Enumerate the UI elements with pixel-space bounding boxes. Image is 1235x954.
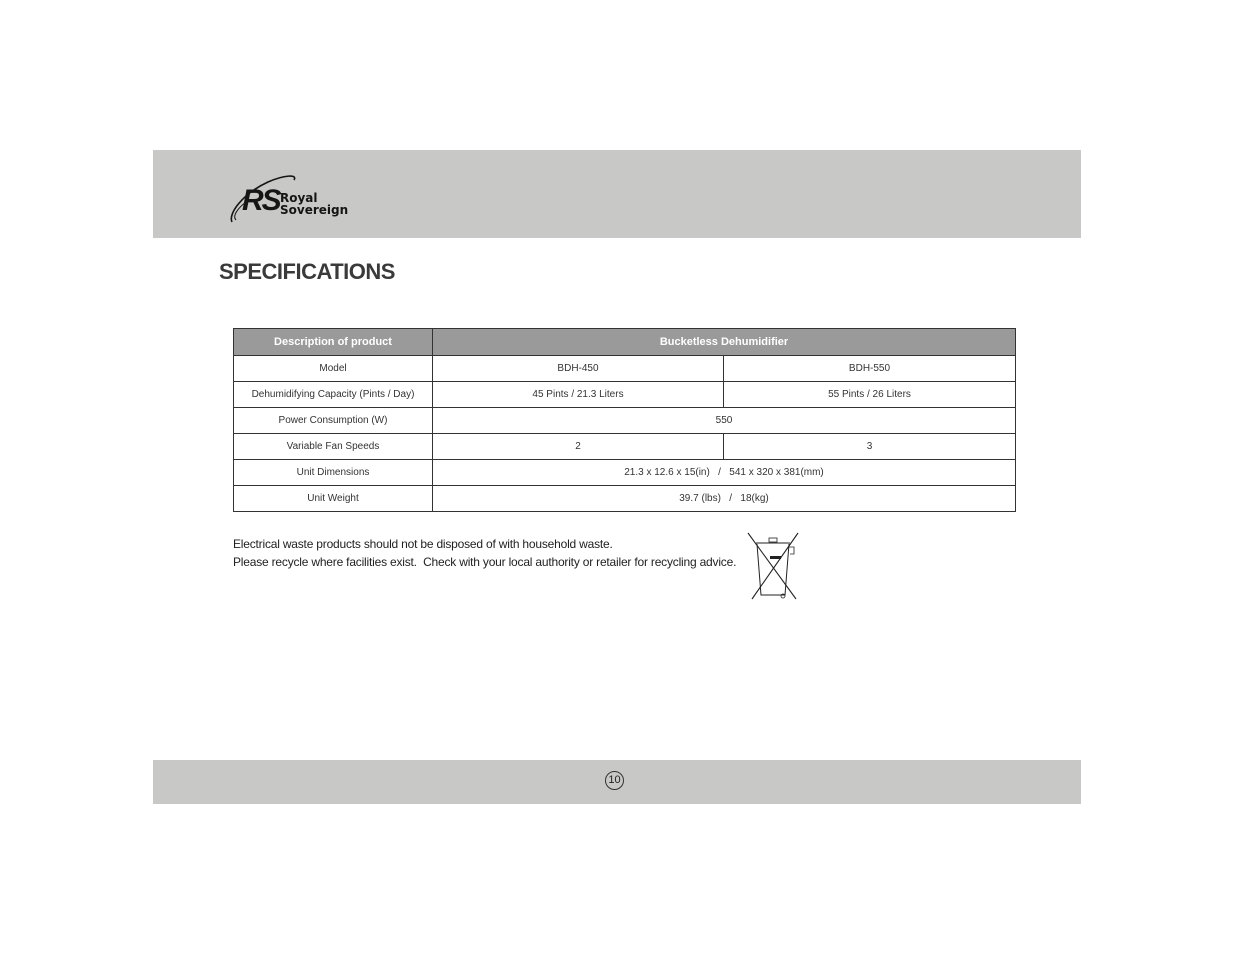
table-row: [234, 460, 1016, 486]
row-label: Power Consumption (W): [234, 408, 433, 434]
row-label: Model: [234, 356, 433, 382]
row-label: Unit Weight: [234, 486, 433, 512]
table-row: [234, 382, 1016, 408]
table-row: [234, 434, 1016, 460]
disposal-note: [233, 535, 736, 571]
logo-word-sovereign: Sovereign: [280, 203, 349, 217]
table-header-label: Description of product: [234, 329, 433, 356]
table-header-row: [234, 329, 1016, 356]
table-row: [234, 356, 1016, 382]
disposal-note-line: Electrical waste products should not be disposed of with household waste.: [233, 537, 613, 551]
table-row: [234, 408, 1016, 434]
row-cell: 39.7 (lbs) / 18(kg): [433, 486, 1016, 512]
row-cell: 45 Pints / 21.3 Liters: [433, 382, 724, 408]
row-cell: 550: [433, 408, 1016, 434]
table-row: [234, 486, 1016, 512]
row-cell: BDH-550: [724, 356, 1016, 382]
disposal-note-line: Please recycle where facilities exist. Check with your local authority or retailer for recycling advice.: [233, 555, 737, 569]
row-cell: 21.3 x 12.6 x 15(in) / 541 x 320 x 381(mm): [433, 460, 1016, 486]
row-label: Dehumidifying Capacity (Pints / Day): [234, 382, 433, 408]
row-cell: BDH-450: [433, 356, 724, 382]
page-title: SPECIFICATIONS: [219, 259, 395, 284]
spec-table: [233, 328, 1016, 512]
page-number: 10: [605, 771, 624, 790]
crossed-out-wheelie-bin-icon: [746, 531, 800, 606]
row-label: Variable Fan Speeds: [234, 434, 433, 460]
row-cell: 2: [433, 434, 724, 460]
table-header-value: Bucketless Dehumidifier: [433, 329, 1016, 356]
logo-mark: RS: [242, 184, 280, 217]
brand-logo: [228, 172, 358, 226]
logo-word-royal: Royal: [280, 191, 318, 205]
row-cell: 55 Pints / 26 Liters: [724, 382, 1016, 408]
row-cell: 3: [724, 434, 1016, 460]
row-label: Unit Dimensions: [234, 460, 433, 486]
